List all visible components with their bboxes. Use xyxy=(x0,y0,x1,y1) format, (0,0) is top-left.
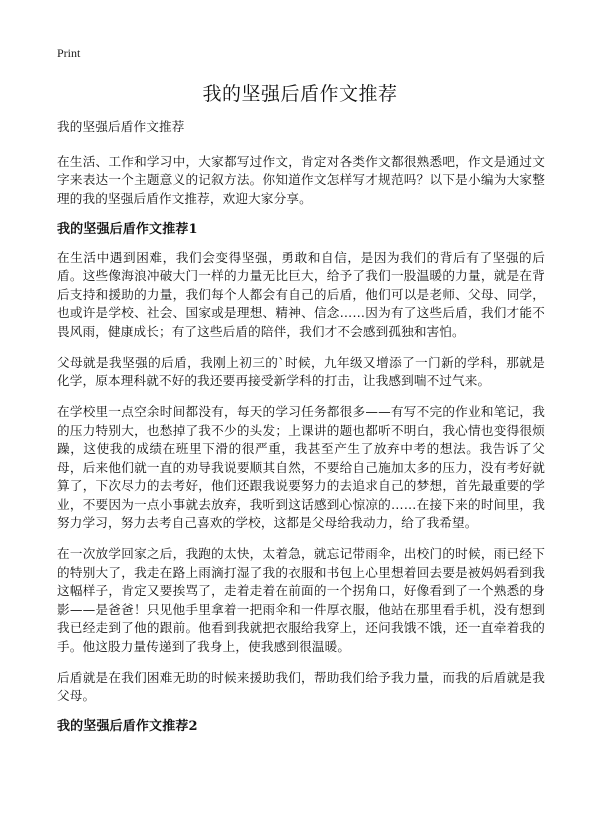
print-label[interactable]: Print xyxy=(57,46,81,60)
article-body xyxy=(57,118,545,746)
paragraph: 在一次放学回家之后，我跑的太快，太着急，就忘记带雨伞，出校门的时候，雨已经下的特别大了，我走在路上雨滴打湿了我的衣服和书包上心里想着回去要是被妈妈看到我这幅样子，肯定又要挨骂了，走着走着在前面的一个拐角口，好像看到了一个熟悉的身影——是爸爸！只见他手里拿着一把雨伞和一件厚衣服，他站在那里看手机，没有想到我已经走到了他的跟前。他看到我就把衣服给我穿上，还问我饿不饿，还一直牵着我的手。他这股力量传递到了我身上，使我感到很温暖。 xyxy=(57,546,545,654)
paragraph: 在学校里一点空余时间都没有，每天的学习任务都很多——有写不完的作业和笔记，我的压力特别大，也愁掉了我不少的头发；上课讲的题也都听不明白，我心情也变得很烦躁，这使我的成绩在班里下滑的很严重，我甚至产生了放弃中考的想法。我告诉了父母，后来他们就一直的劝导我说要顺其自然，不要给自己施加太多的压力，没有考好就算了，下次尽力的去考好，他们还跟我说要努力的去追求自己的梦想，首先最重要的学业，不要因为一点小事就去放弃，我听到这话感到心惊凉的……在接下来的时间里，我努力学习，努力去考自己喜欢的学校，这都是父母给我动力，给了我希望。 xyxy=(57,404,545,530)
section-heading-2: 我的坚强后盾作文推荐2 xyxy=(57,719,198,734)
paragraph: 后盾就是在我们困难无助的时候来援助我们，帮助我们给予我力量，而我的后盾就是我父母。 xyxy=(57,669,545,703)
article-subtitle: 我的坚强后盾作文推荐 xyxy=(57,119,185,134)
paragraph: 在生活中遇到困难，我们会变得坚强，勇敢和自信，是因为我们的背后有了坚强的后盾。这些像海浪冲破大门一样的力量无比巨大，给予了我们一股温暖的力量，就是在背后支持和援助的力量，我们每个人都会有自己的后盾，他们可以是老师、父母、同学，也或许是学校、社会、国家或是理想、精神、信念……因为有了这些后盾，我们才能不畏风雨，健康成长；有了这些后盾的陪伴，我们才不会感到孤独和害怕。 xyxy=(57,249,545,339)
page-title: 我的坚强后盾作文推荐 xyxy=(202,83,398,105)
section-heading-1: 我的坚强后盾作文推荐1 xyxy=(57,221,198,237)
intro-paragraph: 在生活、工作和学习中，大家都写过作文，肯定对各类作文都很熟悉吧，作文是通过文字来表达一个主题意义的记叙方法。你知道作文怎样写才规范吗？以下是小编为大家整理的我的坚强后盾作文推荐，欢迎大家分享。 xyxy=(57,153,545,206)
paragraph: 父母就是我坚强的后盾，我刚上初三的`时候，九年级又增添了一门新的学科，那就是化学，原本理科就不好的我还要再接受新学科的打击，让我感到喘不过气来。 xyxy=(57,354,545,388)
